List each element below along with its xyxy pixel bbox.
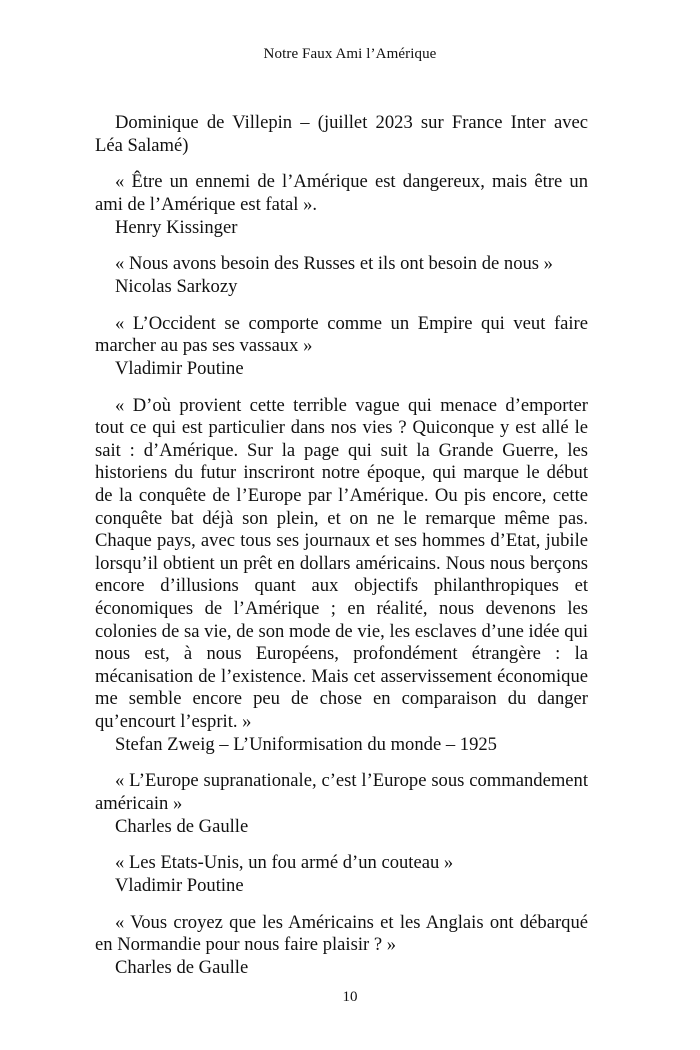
- quote-text: « L’Europe supranationale, c’est l’Europe sous commandement américain »: [95, 770, 588, 814]
- quote-author: Nicolas Sarkozy: [115, 275, 238, 297]
- quote-block: [95, 770, 588, 838]
- quote-text: « Les Etats-Unis, un fou armé d’un couteau »: [115, 852, 454, 874]
- quote-text: « Être un ennemi de l’Amérique est dangereux, mais être un ami de l’Amérique est fatal ».: [95, 171, 588, 215]
- quote-block: [95, 112, 588, 157]
- quote-text: « Nous avons besoin des Russes et ils ont besoin de nous »: [115, 253, 553, 275]
- quote-block: [95, 313, 588, 381]
- quote-author: Vladimir Poutine: [115, 357, 244, 379]
- running-header: Notre Faux Ami l’Amérique: [263, 46, 437, 62]
- quote-author: Charles de Gaulle: [115, 956, 249, 978]
- quote-block: [95, 253, 588, 298]
- quote-block: [95, 852, 588, 897]
- quote-text: « D’où provient cette terrible vague qui menace d’emporter tout ce qui est particulier dans nos vies ? Quiconque y est allé le sait : d’Amérique. Sur la page qui suit la Grande Guerre, les historiens du futur inscriront notre époque, qui marque le début de la conquête de l’Europe par l’Amérique. Ou pis encore, cette conquête bat déjà son plein, et on ne le remarque même pas. Chaque pays, avec tous ses journaux et ses hommes d’Etat, jubile lorsqu’il obtient un prêt en dollars américains. Nous nous berçons encore d’illusions quant aux objectifs philanthropiques et économiques de l’Amérique ; en réalité, nous devenons les colonies de sa vie, de son mode de vie, les esclaves d’une idée qui nous est, à nous Européens, profondément étrangère : la mécanisation de l’existence. Mais cet asservissement économique me semble encore peu de chose en comparaison du danger qu’encourt l’esprit. »: [95, 394, 588, 732]
- quote-author: Vladimir Poutine: [115, 874, 244, 896]
- quote-author: Henry Kissinger: [115, 216, 238, 238]
- quote-block: [95, 171, 588, 239]
- quote-author: Charles de Gaulle: [115, 815, 249, 837]
- quote-text: « Vous croyez que les Américains et les Anglais ont débarqué en Normandie pour nous faire plaisir ? »: [95, 911, 588, 956]
- quote-block: [95, 912, 588, 980]
- quote-author: Stefan Zweig – L’Uniformisation du monde – 1925: [115, 733, 497, 755]
- quote-text: Dominique de Villepin – (juillet 2023 sur France Inter avec Léa Salamé): [95, 112, 588, 156]
- quote-text: « L’Occident se comporte comme un Empire qui veut faire marcher au pas ses vassaux »: [95, 312, 588, 357]
- page-number: 10: [342, 989, 358, 1005]
- page-body: [95, 112, 588, 994]
- quote-block: [95, 395, 588, 757]
